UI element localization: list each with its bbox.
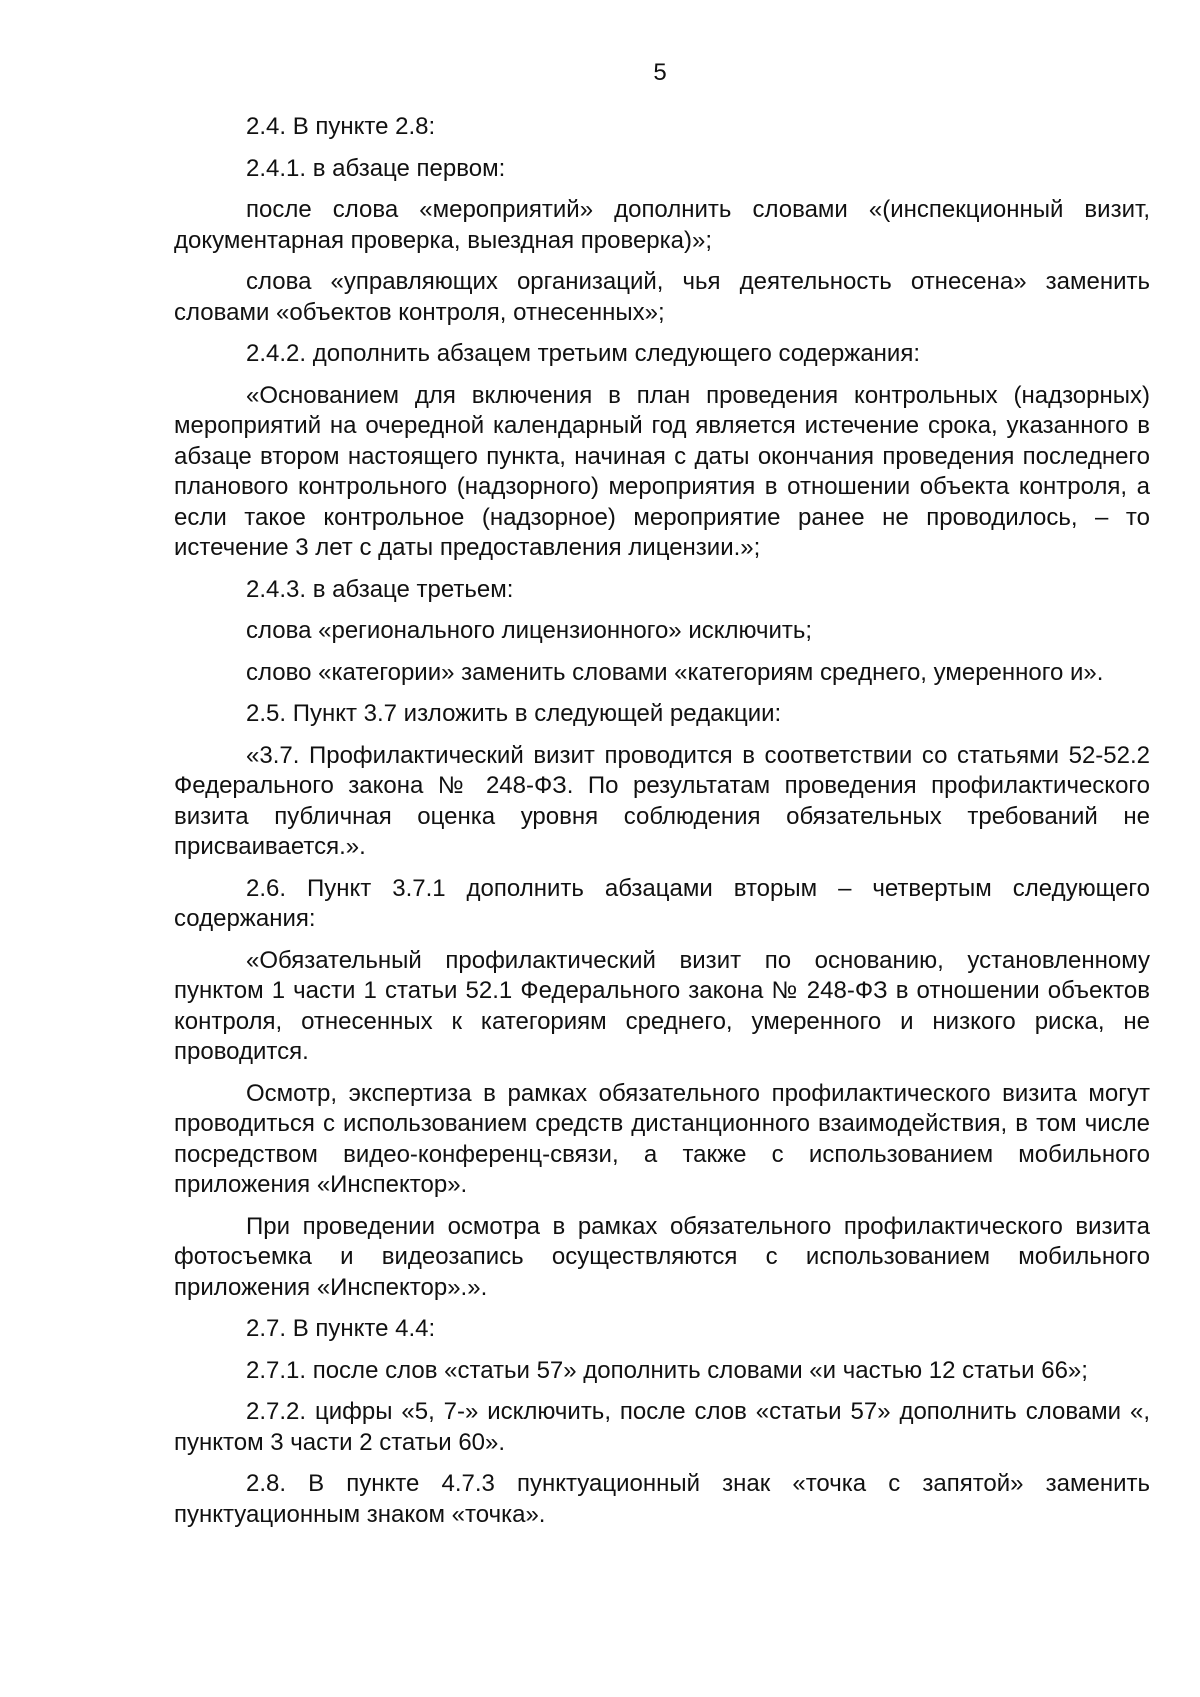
document-body [174, 112, 1150, 1541]
paragraph-2-4-3-a: слова «регионального лицензионного» исключить; [246, 617, 813, 644]
paragraph-2-4: 2.4. В пункте 2.8: [246, 113, 436, 140]
paragraph-2-4-3: 2.4.3. в абзаце третьем: [246, 575, 514, 603]
paragraph-2-7-2: 2.7.2. цифры «5, 7-» исключить, после слов «статьи 57» дополнить словами «, пунктом 3 части 2 статьи 60». [174, 1398, 1150, 1456]
paragraph-2-4-2: 2.4.2. дополнить абзацем третьим следующего содержания: [246, 340, 920, 367]
paragraph-2-4-2-text: «Основанием для включения в план проведения контрольных (надзорных) мероприятий на очередной календарный год является истечение срока, указанного в абзаце втором настоящего пункта, начиная с даты окончания проведения последнего планового контрольного (надзорного) мероприятия в отношении объекта контроля, а если такое контрольное (надзорное) мероприятие ранее не проводилось, – то истечение 3 лет с даты предоставления лицензии.»; [174, 381, 1150, 561]
paragraph-2-4-3-b: слово «категории» заменить словами «категориям среднего, умеренного и». [246, 658, 1104, 686]
paragraph-2-7-1: 2.7.1. после слов «статьи 57» дополнить словами «и частью 12 статьи 66»; [246, 1356, 1088, 1384]
paragraph-2-8: 2.8. В пункте 4.7.3 пунктуационный знак «точка с запятой» заменить пунктуационным знаком «точка». [174, 1470, 1150, 1528]
paragraph-2-6: 2.6. Пункт 3.7.1 дополнить абзацами вторым – четвертым следующего содержания: [174, 874, 1150, 932]
paragraph-2-4-1-a: после слова «мероприятий» дополнить словами «(инспекционный визит, документарная проверка, выездная проверка)»; [174, 196, 1150, 254]
paragraph-2-6-text-3: При проведении осмотра в рамках обязательного профилактического визита фотосъемка и видеозапись осуществляются с использованием мобильного приложения «Инспектор».». [174, 1212, 1150, 1301]
paragraph-2-7: 2.7. В пункте 4.4: [246, 1315, 436, 1342]
paragraph-2-4-1-b: слова «управляющих организаций, чья деятельность отнесена» заменить словами «объектов контроля, отнесенных»; [174, 268, 1150, 326]
paragraph-2-5: 2.5. Пункт 3.7 изложить в следующей редакции: [246, 700, 782, 727]
paragraph-2-5-text: «3.7. Профилактический визит проводится в соответствии со статьями 52-52.2 Федерального закона № 248-ФЗ. По результатам проведения профилактического визита публичная оценка уровня соблюдения обязательных требований не присваивается.». [174, 741, 1150, 860]
paragraph-2-6-text-1: «Обязательный профилактический визит по основанию, установленному пунктом 1 части 1 статьи 52.1 Федерального закона № 248-ФЗ в отношении объектов контроля, отнесенных к категориям среднего, умеренного и низкого риска, не проводится. [174, 946, 1150, 1065]
page-number: 5 [653, 59, 667, 86]
paragraph-2-6-text-2: Осмотр, экспертиза в рамках обязательного профилактического визита могут проводиться с использованием средств дистанционного взаимодействия, в том числе посредством видео-конференц-связи, а также с использованием мобильного приложения «Инспектор». [174, 1079, 1150, 1198]
paragraph-2-4-1: 2.4.1. в абзаце первом: [246, 154, 506, 182]
